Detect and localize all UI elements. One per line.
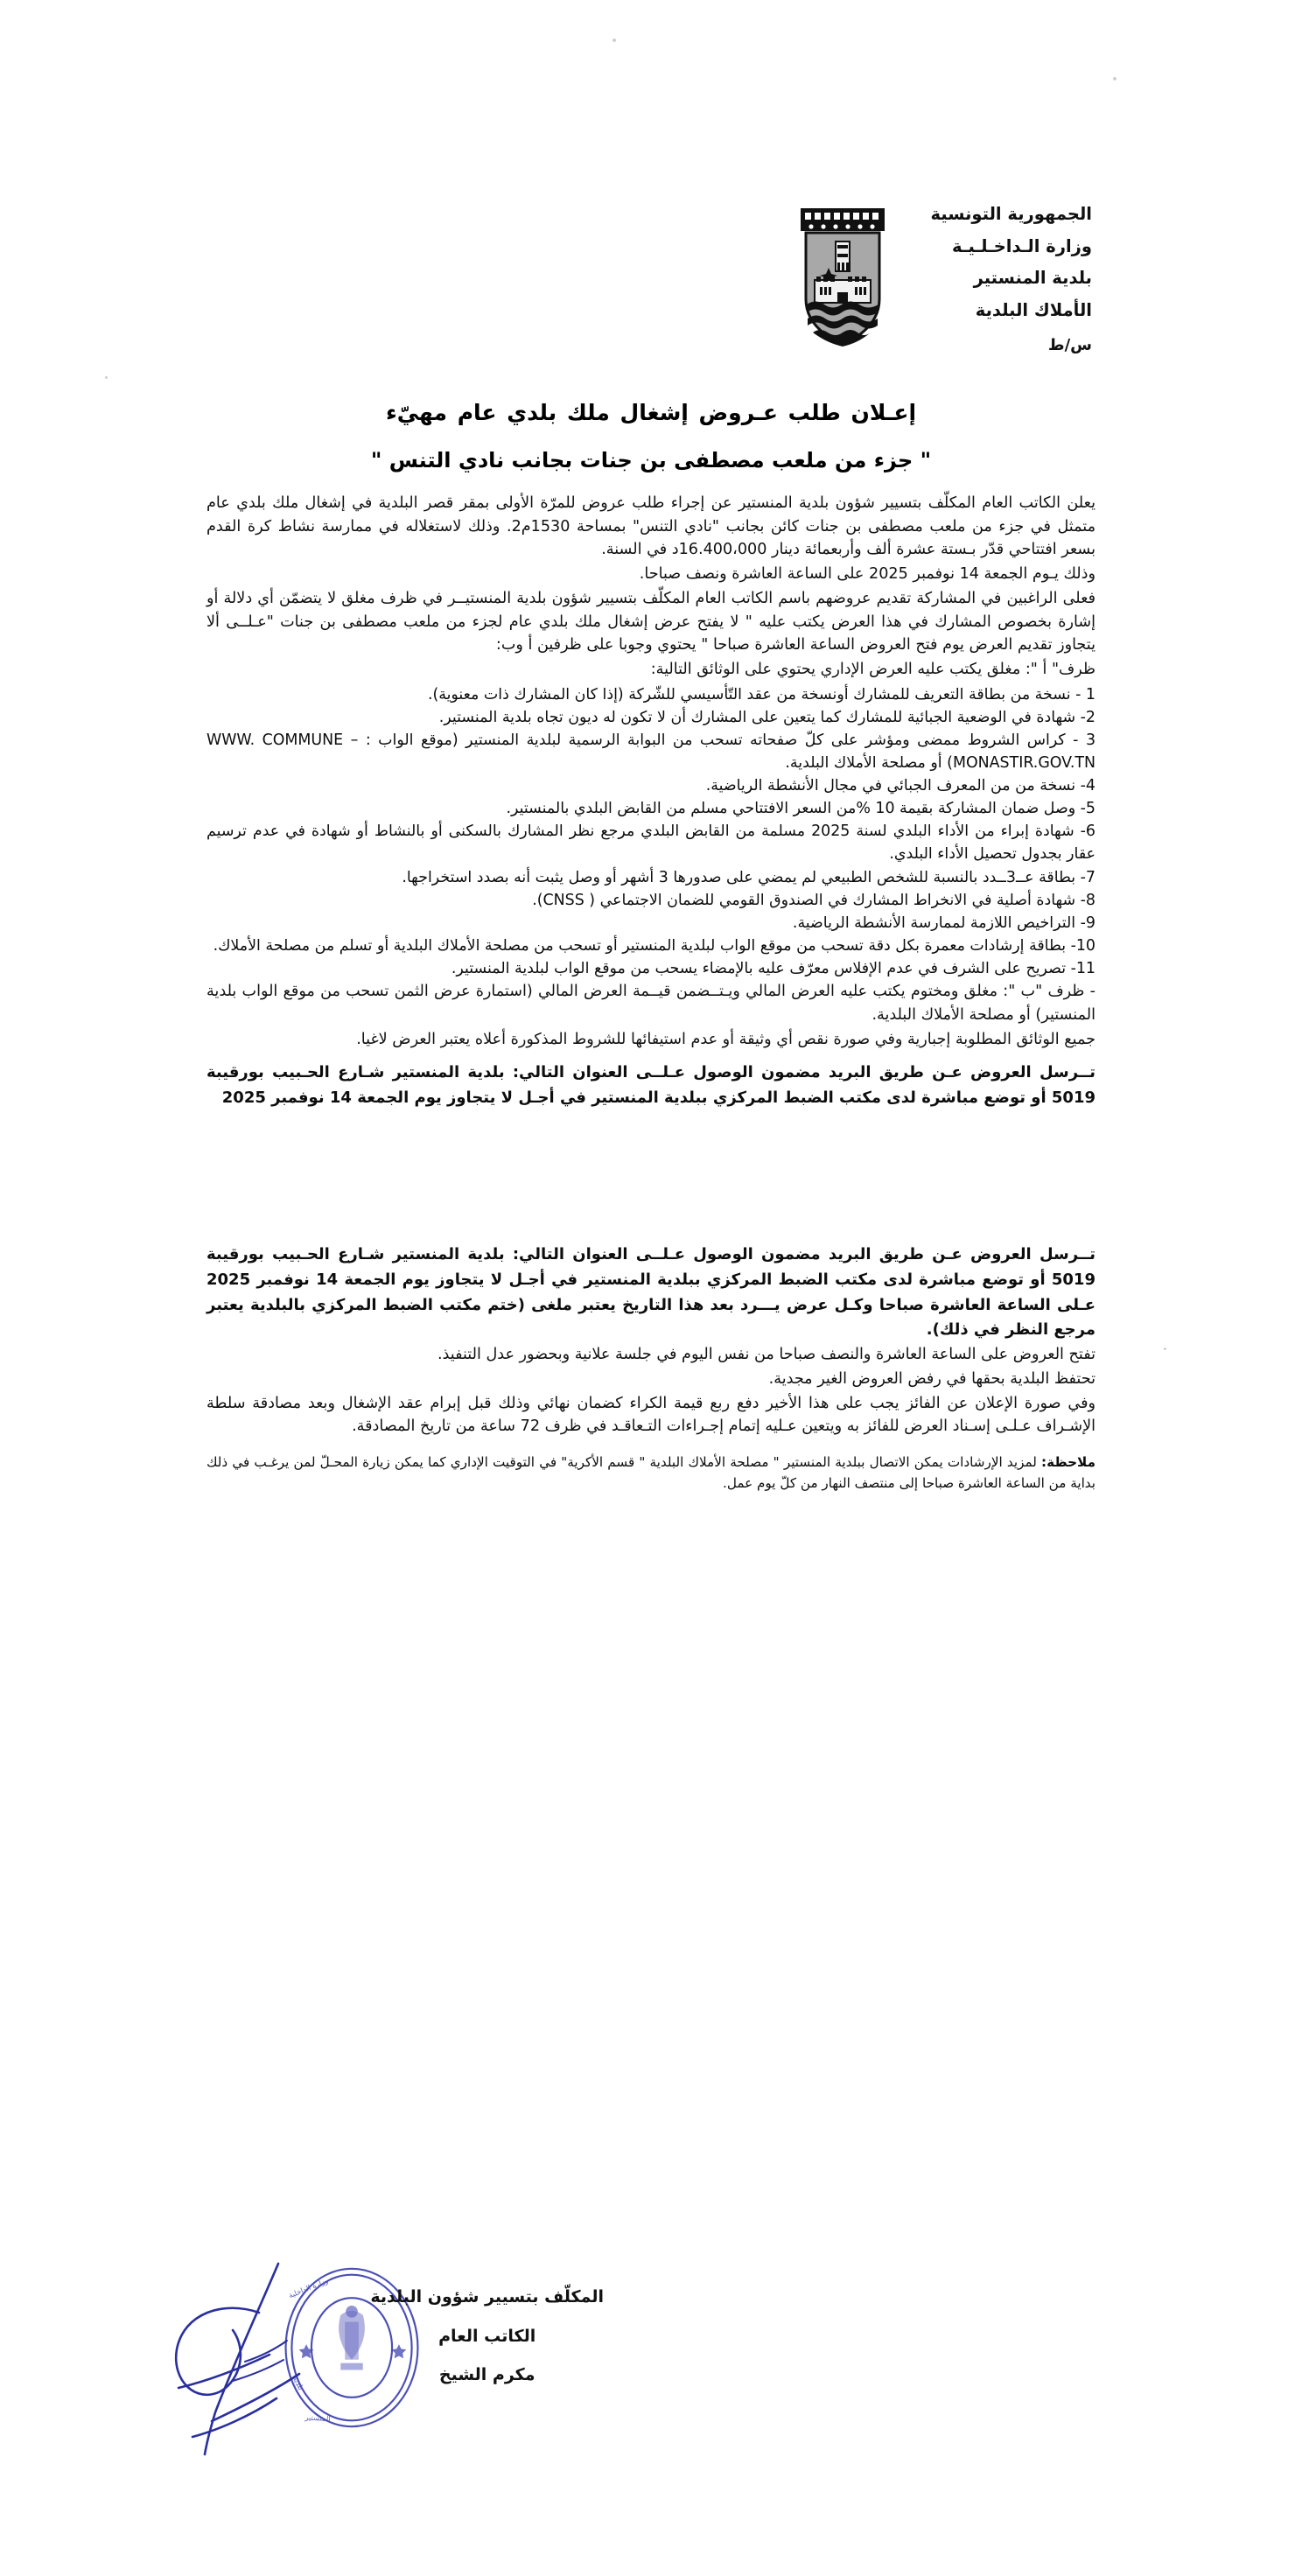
- note-text: لمزيد الإرشادات يمكن الاتصال ببلدية المنستير " مصلحة الأملاك البلدية " قسم الأكرية" في التوقيت الإداري كما يمكن زيارة المحـلّ لمن يرغـب في ذلك بداية من الساعة العاشرة صباحا إلى منتصف النهار من كلّ يوم عمل.: [206, 1454, 1096, 1491]
- documents-mandatory-paragraph: جميع الوثائق المطلوبة إجبارية وفي صورة نقص أي وثيقة أو عدم استيفائها للشروط المذكورة أعلاه يعتبر العرض لاغيا.: [356, 1030, 1096, 1048]
- list-item: 8- شهادة أصلية في الانخراط المشارك في الصندوق القومي للضمان الاجتماعي ( CNSS).: [532, 891, 1096, 909]
- list-item: 2- شهادة في الوضعية الجبائية للمشارك كما يتعين على المشارك أن لا تكون له ديون تجاه بلدية المنستير.: [438, 708, 1096, 726]
- closing-address-paragraph: تــرسل العروض عـن طريق البريد مضمون الوصول عـلــى العنوان التالي: بلدية المنستير شـارع الحـبيب بورقيبة 5019 أو توضع مباشرة لدى مكتب الضبط المركزي ببلدية المنستير في أجـل لا يتجاوز يوم الجمعة 14 نوفمبر 2025 عـلى الساعة العاشرة صباحا وكـل عرض يـــرد بعد هذا التاريخ يعتبر ملغى (ختم مكتب الضبط المركزي بالبلدية يعتبر مرجع النظر في ذلك).: [206, 1244, 1096, 1340]
- signature-titles: [370, 2278, 604, 2395]
- scan-speck: [1113, 77, 1116, 80]
- handwritten-signature: [128, 2258, 355, 2460]
- svg-text:بلدية: بلدية: [290, 2374, 306, 2391]
- title-block: [0, 400, 1302, 472]
- intro-paragraph-1: يعلن الكاتب العام المكلّف بتسيير شؤون بلدية المنستير عن إجراء طلب عروض للمرّة الأولى بمقر قصر البلدية في إشغال ملك بلدي عام متمثل في جزء من ملعب مصطفى بن جنات كائن بجانب "نادي التنس" بمساحة 1530م2. وذلك لاستغلاله في ممارسة نشاط كرة القدم بسعر افتتاحي قدّر بـستة عشرة ألف وأربعمائة دينار 16.400،000د في السنة.: [206, 494, 1096, 559]
- intro-paragraph-2: وذلك يـوم الجمعة 14 نوفمبر 2025 على الساعة العاشرة ونصف صباحا.: [639, 565, 1096, 584]
- scan-speck: [612, 38, 616, 42]
- list-item: 7- بطاقة عــ3ــدد بالنسبة للشخص الطبيعي لم يمضي على صدورها 3 أشهر أو وصل يثبت أنه بصدد استخراجها.: [402, 868, 1096, 886]
- envelope-b-paragraph: - ظرف "ب ": مغلق ومختوم يكتب عليه العرض المالي ويـتــضمن قيــمة العرض المالي (استمارة عرض الثمن تسحب من موقع الواب بلدية المنستير) أو مصلحة الأملاك البلدية.: [206, 983, 1096, 1024]
- list-item: 10- بطاقة إرشادات معمرة بكل دقة تسحب من موقع الواب لبلدية المنستير أو تسحب من مصلحة الأملاك البلدية أو تسلم من مصلحة الأملاك.: [213, 936, 1096, 955]
- letterhead: [0, 0, 1302, 361]
- coat-of-arms-icon: [794, 205, 892, 352]
- submission-address-paragraph: تــرسل العروض عـن طريق البريد مضمون الوصول عـلــى العنوان التالي: بلدية المنستير شـارع الحـبيب بورقيبة 5019 أو توضع مباشرة لدى مكتب الضبط المركزي ببلدية المنستير في أجـل لا يتجاوز يوم الجمعة 14 نوفمبر 2025: [206, 1063, 1096, 1108]
- letterhead-reference: س/ط: [1047, 335, 1092, 354]
- letterhead-country: الجمهورية التونسية: [930, 204, 1092, 224]
- list-item: 3 - كراس الشروط ممضى ومؤشر على كلّ صفحاته تسحب من البوابة الرسمية لبلدية المنستير (موقع الواب : WWW. COMMUNE – MONASTIR.GOV.TN) أو مصلحة الأملاك البلدية.: [206, 731, 1096, 773]
- document-title: إعـلان طلب عـروض إشغال ملك بلدي عام مهيّء: [385, 399, 917, 425]
- municipal-emblem: [794, 205, 892, 352]
- letterhead-ministry: وزارة الـداخـلـيـة: [952, 235, 1092, 256]
- note-label: ملاحظة:: [1041, 1454, 1096, 1471]
- letterhead-text: [930, 200, 1092, 361]
- scan-speck: [105, 376, 108, 379]
- envelope-intro-paragraph: فعلى الراغبين في المشاركة تقديم عروضهم باسم الكاتب العام المكلّف بتسيير شؤون بلدية المنستيــر في ظرف مغلق لا يتضمّن أي دلالة أو إشارة بخصوص المشارك في هذا العرض يكتب عليه " لا يفتح عرض إشغال ملك بلدي عام لجزء من ملعب مصطفى بن جنات "عـلــى ألا يتجاوز تقديم العرض يوم فتح العروض الساعة العاشرة صباحا " يحتوي وجوبا على ظرفين أ وب:: [206, 589, 1096, 654]
- opening-session-paragraph: تفتح العروض على الساعة العاشرة والنصف صباحا من نفس اليوم في جلسة علانية وبحضور عدل التنفيذ.: [437, 1346, 1096, 1364]
- signature-block: [79, 2262, 639, 2542]
- signature-name: مكرم الشيخ: [438, 2365, 536, 2385]
- signature-role-line-2: الكاتب العام: [438, 2326, 536, 2346]
- rejection-right-paragraph: تحتفظ البلدية بحقها في رفض العروض الغير مجدية.: [768, 1369, 1096, 1388]
- list-item: 11- تصريح على الشرف في عدم الإفلاس معرّف عليه بالإمضاء يسحب من موقع الواب لبلدية المنستير.: [451, 960, 1096, 978]
- list-item: 5- وصل ضمان المشاركة بقيمة 10 %من السعر الافتتاحي مسلم من القابض البلدي بالمنستير.: [506, 800, 1096, 818]
- required-documents-list: [206, 683, 1096, 980]
- envelope-a-heading: ظرف" أ ": مغلق يكتب عليه العرض الإداري يحتوي على الوثائق التالية:: [650, 660, 1096, 678]
- footer-note: [206, 1452, 1096, 1494]
- list-item: 6- شهادة إبراء من الأداء البلدي لسنة 2025 مسلمة من القابض البلدي مرجع نظر المشارك بالسكنى أو بالنشاط أو شهادة في عدم ترسيم عقار بجدول تحصيل الأداء البلدي.: [206, 822, 1096, 864]
- signature-role-line-1: المكلّف بتسيير شؤون البلدية: [370, 2287, 604, 2306]
- document-body: [0, 492, 1302, 1494]
- list-item: 1 - نسخة من بطاقة التعريف للمشارك أونسخة من عقد التّأسيسي للشّركة (إذا كان المشارك ذات معنوية).: [427, 685, 1096, 704]
- svg-text:وزارة الداخلية: وزارة الداخلية: [287, 2276, 330, 2300]
- svg-text:المنستير: المنستير: [304, 2412, 332, 2424]
- scan-speck: [1164, 1348, 1166, 1350]
- list-item: 9- التراخيص اللازمة لممارسة الأنشطة الرياضية.: [792, 914, 1096, 932]
- letterhead-municipality: بلدية المنستير: [973, 268, 1092, 289]
- letterhead-department: الأملاك البلدية: [975, 300, 1092, 321]
- document-subtitle: " جزء من ملعب مصطفى بن جنات بجانب نادي التنس ": [370, 447, 932, 472]
- list-item: 4- نسخة من من المعرف الجبائي في مجال الأنشطة الرياضية.: [705, 777, 1096, 795]
- winner-obligations-paragraph: وفي صورة الإعلان عن الفائز يجب على هذا الأخير دفع ربع قيمة الكراء كضمان نهائي وذلك قبل إبرام عقد الإشغال وبعد مصادقة سلطة الإشـراف عـلـى إسـناد العرض للفائز به ويتعين عـليه إتمام إجـراءات التـعاقـد في ظرف 72 ساعة من تاريخ المصادقة.: [206, 1394, 1096, 1436]
